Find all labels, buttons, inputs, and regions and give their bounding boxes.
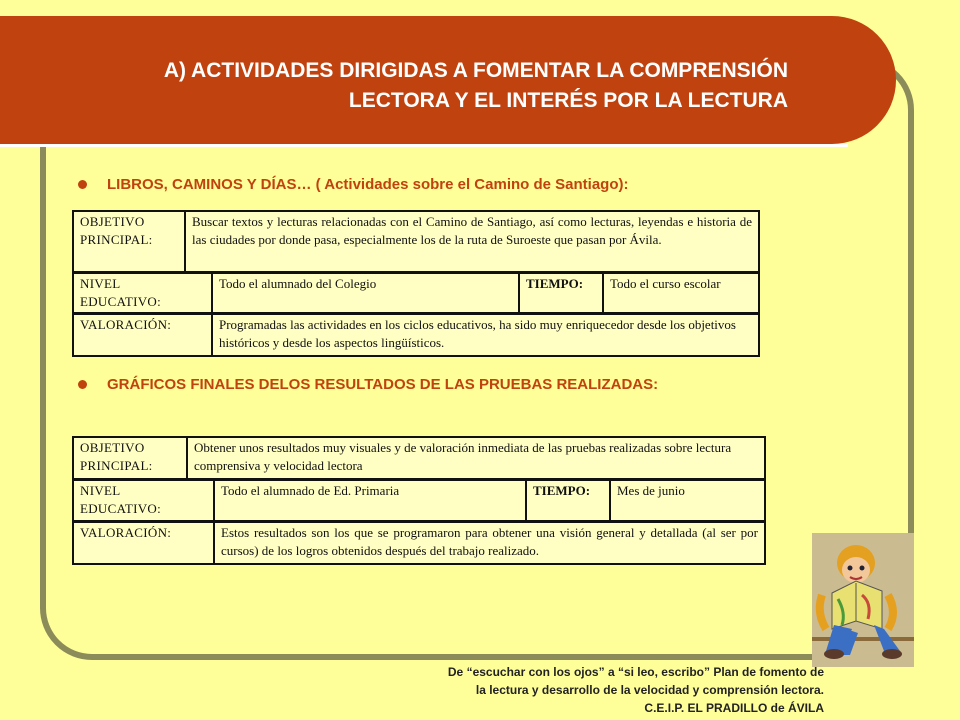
nivel-label: NIVEL EDUCATIVO: — [74, 481, 215, 520]
bullet-dot-icon — [78, 180, 87, 189]
objetivo-value: Obtener unos resultados muy visuales y de valoración inmediata de las pruebas realizadas sobre lectura comprensiva y velocidad lectora — [194, 440, 732, 473]
table-row-nivel — [74, 481, 764, 523]
footer-credit — [448, 663, 824, 717]
reading-child-icon — [812, 533, 914, 667]
objetivo-label: OBJETIVO PRINCIPAL: — [74, 438, 188, 478]
bullet-libros-caminos — [78, 176, 628, 193]
objetivo-label: OBJETIVO PRINCIPAL: — [74, 212, 186, 271]
title-line-2: LECTORA Y EL INTERÉS POR LA LECTURA — [348, 89, 788, 112]
footer-line-1: De “escuchar con los ojos” a “si leo, escribo” Plan de fomento de — [447, 665, 824, 679]
valoracion-label: VALORACIÓN: — [74, 315, 213, 355]
slide-frame — [40, 58, 914, 660]
title-line-1: A) ACTIVIDADES DIRIGIDAS A FOMENTAR LA COMPRENSIÓN — [163, 59, 788, 82]
footer-line-2: la lectura y desarrollo de la velocidad y comprensión lectora. — [475, 683, 824, 697]
valoracion-label: VALORACIÓN: — [74, 523, 215, 563]
bullet-graficos-finales — [78, 376, 658, 393]
tiempo-label: TIEMPO: — [520, 274, 604, 312]
objetivo-value: Buscar textos y lecturas relacionadas con el Camino de Santiago, así como lecturas, leyendas e historia de las ciudades por donde pasa, especialmente los de la ruta de Suroeste que pasan por Ávila. — [192, 214, 752, 247]
title-banner — [0, 16, 896, 144]
tiempo-value: Mes de junio — [617, 483, 685, 498]
bullet-dot-icon — [78, 380, 87, 389]
valoracion-value: Estos resultados son los que se programaron para obtener una visión general y detallada (al ser por cursos) de los logros obtenidos después del trabajo realizado. — [221, 525, 758, 558]
nivel-value: Todo el alumnado del Colegio — [213, 274, 520, 312]
table-row-objetivo — [74, 212, 758, 274]
title-underline — [0, 144, 848, 147]
bullet-text: LIBROS, CAMINOS Y DÍAS… ( Actividades sobre el Camino de Santiago): — [107, 176, 629, 193]
valoracion-value: Programadas las actividades en los ciclos educativos, ha sido muy enriquecedor desde los objetivos históricos y desde los aspectos lingüísticos. — [219, 317, 736, 350]
child-reading-illustration — [812, 533, 914, 667]
footer-line-3: C.E.I.P. EL PRADILLO de ÁVILA — [644, 701, 824, 715]
tiempo-label: TIEMPO: — [527, 481, 611, 520]
table-graficos-finales — [72, 436, 766, 565]
nivel-label: NIVEL EDUCATIVO: — [74, 274, 213, 312]
slide-title — [164, 56, 788, 116]
table-row-objetivo — [74, 438, 764, 481]
nivel-value: Todo el alumnado de Ed. Primaria — [215, 481, 527, 520]
tiempo-value: Todo el curso escolar — [610, 276, 721, 291]
table-row-nivel — [74, 274, 758, 315]
table-row-valoracion — [74, 315, 758, 355]
table-row-valoracion — [74, 523, 764, 563]
table-libros-caminos — [72, 210, 760, 357]
bullet-text: GRÁFICOS FINALES DELOS RESULTADOS DE LAS PRUEBAS REALIZADAS: — [107, 376, 659, 393]
